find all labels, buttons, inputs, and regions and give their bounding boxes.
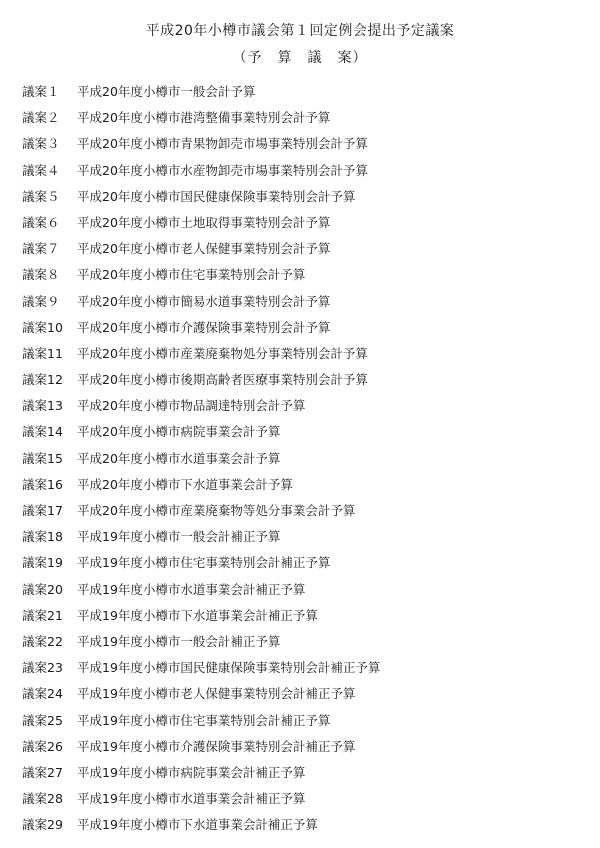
bill-title: 平成20年度小樽市物品調達特別会計予算 — [77, 398, 306, 414]
bill-title: 平成20年度小樽市青果物卸売市場事業特別会計予算 — [77, 136, 368, 152]
bill-title: 平成20年度小樽市介護保険事業特別会計予算 — [77, 319, 331, 335]
bill-number: 議案４ — [22, 162, 60, 178]
bill-number: 議案23 — [22, 660, 63, 676]
bill-item — [22, 686, 582, 712]
bill-number: 議案19 — [22, 555, 63, 571]
bill-item — [22, 215, 582, 241]
bill-number: 議案10 — [22, 319, 63, 335]
bill-number: 議案14 — [22, 424, 63, 440]
bill-number: 議案13 — [22, 398, 63, 414]
bill-item — [22, 110, 582, 136]
bill-number: 議案20 — [22, 581, 63, 597]
bill-list — [22, 84, 582, 843]
bill-title: 平成20年度小樽市産業廃棄物処分事業特別会計予算 — [77, 345, 368, 361]
bill-item — [22, 582, 582, 608]
bill-number: 議案29 — [22, 817, 63, 833]
bill-title: 平成19年度小樽市一般会計補正予算 — [77, 529, 281, 545]
bill-title: 平成19年度小樽市国民健康保険事業特別会計補正予算 — [77, 660, 381, 676]
bill-number: 議案18 — [22, 529, 63, 545]
bill-number: 議案24 — [22, 686, 63, 702]
bill-title: 平成19年度小樽市老人保健事業特別会計補正予算 — [77, 686, 356, 702]
bill-item — [22, 451, 582, 477]
bill-item — [22, 84, 582, 110]
bill-title: 平成19年度小樽市病院事業会計補正予算 — [77, 764, 306, 780]
bill-item — [22, 241, 582, 267]
bill-item — [22, 555, 582, 581]
bill-title: 平成20年度小樽市下水道事業会計予算 — [77, 476, 293, 492]
bill-number: 議案17 — [22, 503, 63, 518]
bill-number: 議案５ — [22, 188, 60, 204]
page-subtitle: （予 算 議 案） — [232, 50, 368, 66]
bill-title: 平成20年度小樽市後期高齢者医療事業特別会計予算 — [77, 372, 368, 388]
bill-title: 平成20年度小樽市水道事業会計予算 — [77, 450, 281, 466]
bill-number: 議案25 — [22, 712, 63, 728]
bill-item — [22, 739, 582, 765]
bill-number: 議案８ — [22, 267, 60, 283]
bill-item — [22, 660, 582, 686]
bill-title: 平成20年度小樽市土地取得事業特別会計予算 — [77, 214, 331, 230]
bill-item — [22, 477, 582, 503]
bill-item — [22, 529, 582, 555]
bill-number: 議案26 — [22, 738, 63, 754]
bill-number: 議案16 — [22, 476, 63, 492]
bill-item — [22, 791, 582, 817]
bill-title: 平成19年度小樽市住宅事業特別会計補正予算 — [77, 712, 331, 728]
bill-number: 議案９ — [22, 293, 60, 309]
bill-title: 平成20年度小樽市老人保健事業特別会計予算 — [77, 241, 331, 257]
bill-number: 議案３ — [22, 136, 60, 152]
bill-title: 平成20年度小樽市住宅事業特別会計予算 — [77, 267, 306, 283]
bill-item — [22, 372, 582, 398]
bill-number: 議案28 — [22, 791, 63, 807]
bill-title: 平成19年度小樽市一般会計補正予算 — [77, 633, 281, 649]
bill-title: 平成19年度小樽市下水道事業会計補正予算 — [77, 817, 318, 833]
bill-number: 議案27 — [22, 764, 63, 780]
bill-title: 平成19年度小樽市水道事業会計補正予算 — [77, 581, 306, 597]
bill-item — [22, 163, 582, 189]
bill-number: 議案11 — [22, 345, 63, 361]
bill-item — [22, 398, 582, 424]
bill-item — [22, 294, 582, 320]
bill-item — [22, 608, 582, 634]
bill-item — [22, 503, 582, 529]
bill-number: 議案15 — [22, 450, 63, 466]
bill-title: 平成19年度小樽市水道事業会計補正予算 — [77, 791, 306, 807]
bill-item — [22, 267, 582, 293]
bill-number: 議案６ — [22, 214, 60, 230]
bill-number: 議案１ — [22, 84, 60, 99]
bill-title: 平成19年度小樽市介護保険事業特別会計補正予算 — [77, 738, 356, 754]
bill-item — [22, 346, 582, 372]
bill-item — [22, 320, 582, 346]
bill-item — [22, 634, 582, 660]
bill-item — [22, 136, 582, 162]
bill-number: 議案７ — [22, 241, 60, 257]
bill-title: 平成20年度小樽市簡易水道事業特別会計予算 — [77, 293, 331, 309]
page-title: 平成20年小樽市議会第１回定例会提出予定議案 — [145, 23, 455, 39]
bill-title: 平成19年度小樽市住宅事業特別会計補正予算 — [77, 555, 331, 571]
bill-item — [22, 765, 582, 791]
bill-title: 平成20年度小樽市水産物卸売市場事業特別会計予算 — [77, 162, 368, 178]
bill-title: 平成20年度小樽市国民健康保険事業特別会計予算 — [77, 188, 356, 204]
bill-item — [22, 713, 582, 739]
bill-title: 平成19年度小樽市下水道事業会計補正予算 — [77, 607, 318, 623]
bill-title: 平成20年度小樽市産業廃棄物等処分事業会計予算 — [77, 503, 356, 518]
bill-item — [22, 817, 582, 843]
bill-number: 議案12 — [22, 372, 63, 388]
bill-title: 平成20年度小樽市病院事業会計予算 — [77, 424, 281, 440]
bill-number: 議案２ — [22, 110, 60, 126]
bill-item — [22, 189, 582, 215]
bill-title: 平成20年度小樽市港湾整備事業特別会計予算 — [77, 110, 331, 126]
bill-title: 平成20年度小樽市一般会計予算 — [77, 84, 256, 99]
bill-number: 議案21 — [22, 607, 63, 623]
bill-number: 議案22 — [22, 633, 63, 649]
bill-item — [22, 424, 582, 450]
